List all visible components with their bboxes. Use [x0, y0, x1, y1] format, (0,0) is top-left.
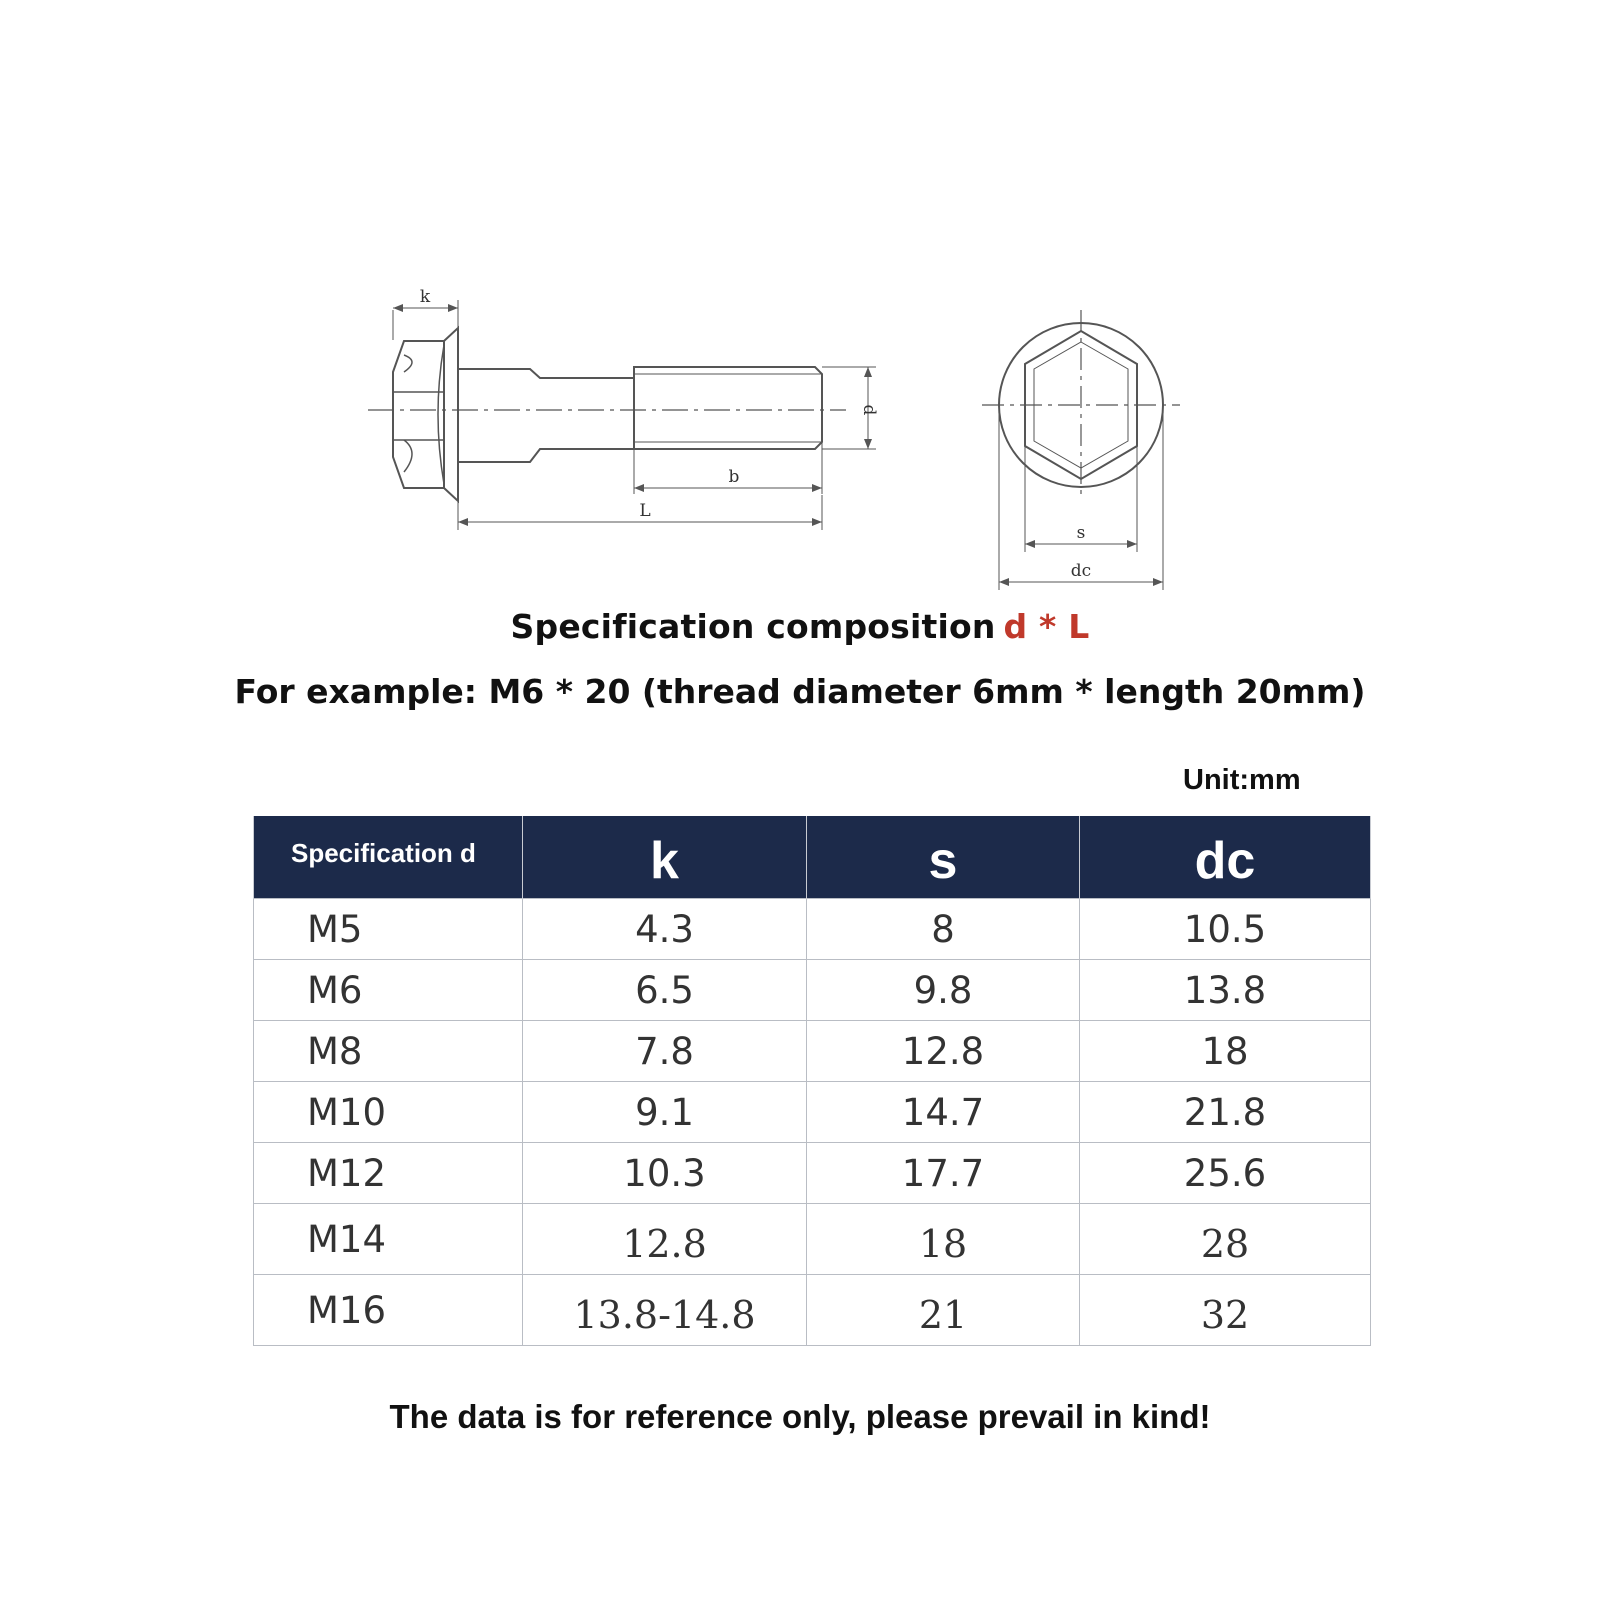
table-row: [254, 899, 1371, 960]
cell-spec: M10: [254, 1082, 523, 1143]
table-row: [254, 1275, 1371, 1346]
spec-example-line: For example: M6 * 20 (thread diameter 6mm * length 20mm): [234, 672, 1366, 711]
cell-s: 18: [807, 1204, 1080, 1275]
cell-spec: M16: [254, 1275, 523, 1346]
dim-label-b: b: [728, 467, 740, 487]
cell-dc: 28: [1080, 1204, 1371, 1275]
table-row: [254, 1021, 1371, 1082]
cell-s: 14.7: [807, 1082, 1080, 1143]
cell-k: 6.5: [523, 960, 807, 1021]
cell-spec: M5: [254, 899, 523, 960]
bolt-dimension-drawing: [0, 0, 1600, 600]
table-header-row: [254, 816, 1371, 899]
spec-formula: d * L: [1003, 607, 1090, 646]
dim-label-s: s: [1076, 523, 1086, 543]
reference-disclaimer: The data is for reference only, please prevail in kind!: [389, 1398, 1211, 1435]
header-s: s: [807, 816, 1080, 899]
cell-spec: M8: [254, 1021, 523, 1082]
dim-label-k: k: [419, 287, 431, 307]
bolt-flange: [444, 328, 458, 501]
table-row: [254, 1082, 1371, 1143]
spec-table: [253, 816, 1371, 1346]
bolt-shank: [458, 367, 634, 378]
cell-dc: 21.8: [1080, 1082, 1371, 1143]
dim-label-L: L: [639, 501, 651, 521]
cell-dc: 25.6: [1080, 1143, 1371, 1204]
unit-label: Unit:mm: [1183, 764, 1301, 796]
cell-s: 12.8: [807, 1021, 1080, 1082]
header-dc: dc: [1080, 816, 1371, 899]
cell-k: 13.8-14.8: [523, 1275, 807, 1346]
cell-spec: M6: [254, 960, 523, 1021]
cell-spec: M12: [254, 1143, 523, 1204]
cell-k: 12.8: [523, 1204, 807, 1275]
cell-dc: 32: [1080, 1275, 1371, 1346]
bolt-head-side-view: [393, 341, 444, 488]
header-spec-d: Specification d: [254, 816, 523, 899]
cell-k: 4.3: [523, 899, 807, 960]
cell-k: 7.8: [523, 1021, 807, 1082]
bolt-thread: [634, 367, 822, 449]
dim-label-d: d: [859, 404, 879, 416]
cell-dc: 13.8: [1080, 960, 1371, 1021]
table-row: [254, 960, 1371, 1021]
spec-composition-line: [0, 607, 1600, 646]
cell-dc: 18: [1080, 1021, 1371, 1082]
cell-s: 9.8: [807, 960, 1080, 1021]
spec-composition-prefix: Specification composition: [510, 607, 996, 646]
table-row: [254, 1204, 1371, 1275]
dim-label-dc: dc: [1070, 561, 1092, 581]
cell-s: 21: [807, 1275, 1080, 1346]
cell-dc: 10.5: [1080, 899, 1371, 960]
cell-k: 10.3: [523, 1143, 807, 1204]
cell-s: 17.7: [807, 1143, 1080, 1204]
cell-s: 8: [807, 899, 1080, 960]
cell-k: 9.1: [523, 1082, 807, 1143]
header-k: k: [523, 816, 807, 899]
table-row: [254, 1143, 1371, 1204]
cell-spec: M14: [254, 1204, 523, 1275]
